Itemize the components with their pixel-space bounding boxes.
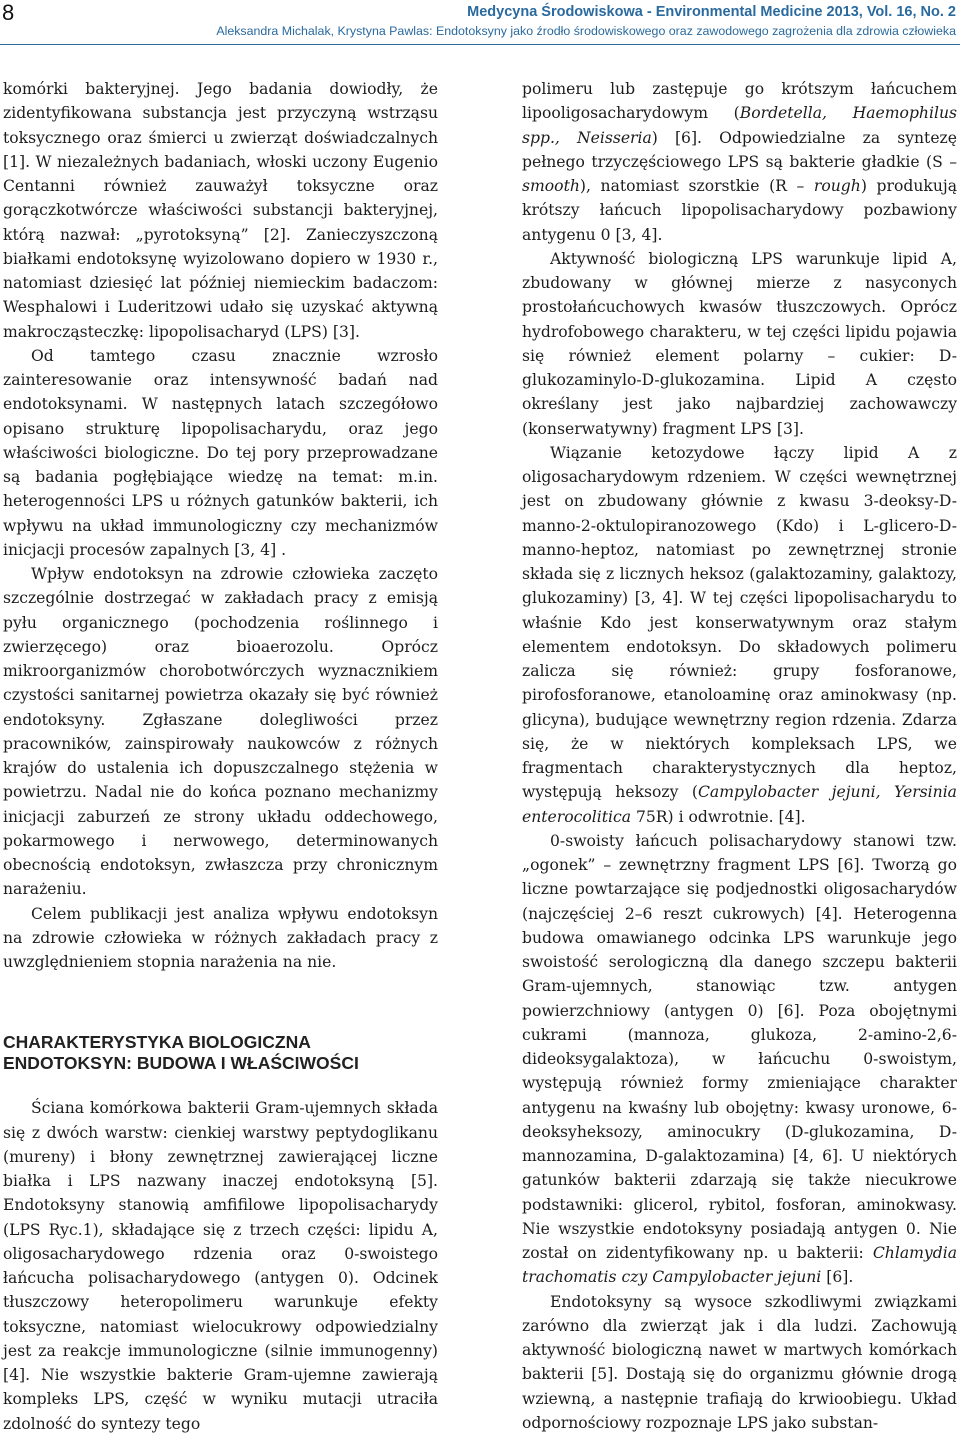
header-rule (0, 44, 960, 45)
italic-taxa: Bordetella, Haemophilus spp., Neisseria (522, 104, 957, 147)
running-head-authors: Aleksandra Michalak, Krystyna Pawlas: Endotoksyny jako źrodło środowiskowego oraz zawodowego zagrożenia dla zdrowia człowieka (216, 24, 956, 38)
paragraph (522, 441, 957, 829)
text-run: polimeru lub zastępuje go krótszym łańcuchem lipooligosacharydowym ( (522, 80, 957, 123)
paragraph (522, 77, 957, 247)
text-run: ), natomiast szorstkie (R – (579, 177, 814, 195)
text-run: 75R) i odwrotnie. [4]. (631, 807, 806, 826)
paragraph: Ściana komórkowa bakterii Gram-ujemnych składa się z dwóch warstw: cienkiej warstwy peptydoglikanu (mureny) i błony zewnętrznej zawierającej liczne białka i LPS nazwany inaczej endotoksyną [5]. Endotoksyny stanowią amfifilowe lipopolisacharydy (LPS Ryc.1), składające się z trzech części: lipidu A, oligosacharydowego rdzenia oraz 0-swoistego łańcucha polisacharydowego (antygen 0). Odcinek tłuszczowy heteropolimeru warunkuje efekty toksyczne, natomiast wielocukrowy odpowiedzialny jest za reakcje immunologiczne (silnie immunogenny) [4]. Nie wszystkie bakterie Gram-ujemne zawierają kompleks LPS, część w wyniku mutacji utraciła zdolność do syntezy tego (3, 1099, 438, 1433)
section-heading: CHARAKTERYSTYKA BIOLOGICZNA ENDOTOKSYN: BUDOWA I WŁAŚCIWOŚCI (3, 1032, 359, 1074)
text-run: Wiązanie ketozydowe łączy lipid A z oligosacharydowym rdzeniem. W części wewnętrznej jest on zbudowany głównie z kwasu 3-deoksy-D-manno-2-oktulopiranozowego (Kdo) i L-glicero-D-manno-heptoz, natomiast po zewnętrznej stronie składa się z licznych heksoz (galaktozaminy, galaktozy, glukozaminy) [3, 4]. W tej części lipopolisacharydu to właśnie Kdo jest konserwatywnym oraz stałym elementem endotoksyn. Do składowych polimeru zalicza się również: grupy fosforanowe, pirofosforanowe, etanoloaminę oraz aminokwasy (np. glicyna), budujące wewnętrzny region rdzenia. Zdarza się, że w niektórych kompleksach LPS, we fragmentach charakterystycznych dla heptoz, występują heksozy ( (522, 443, 957, 802)
italic-term: smooth (522, 177, 580, 195)
text-run: 0-swoisty łańcuch polisacharydowy stanowi tzw. „ogonek” – zewnętrzny fragment LPS [6]. Tworzą go liczne powtarzające się podjednostki oligosacharydów (najczęściej 2–6 reszt cukrowych) [4]. Heterogenna budowa omawianego odcinka LPS warunkuje jego swoistość serologiczną dla danego szczepu bakterii Gram-ujemnych, stanowiąc tzw. antygen powierzchniowy (antygen 0) [6]. Poza obojętnymi cukrami (mannoza, glukoza, 2-amino-2,6-dideoksygalaktoza), w łańcuchu 0-swoistym, występują również formy zmieniające charakter antygenu na kwaśny lub obojętny: kwasy uronowe, 6-deoksyheksozy, aminocukry (D-glukozamina, D-mannozamina, D-galaktozamina) [4, 6]. U niektórych gatunków bakterii zdarzają się także niecukrowe podstawniki: glicerol, rybitol, fosforan, aminokwasy. Nie wszystkie endotoksyny posiadają antygen 0. Nie został on zidentyfikowany np. u bakterii: (522, 831, 957, 1262)
paragraph (522, 829, 957, 1290)
left-column (3, 77, 438, 1436)
journal-title: Medycyna Środowiskowa - Environmental Medicine 2013, Vol. 16, No. 2 (467, 4, 956, 20)
paragraph: Od tamtego czasu znacznie wzrosło zainteresowanie oraz intensywność badań nad endotoksynami. W następnych latach szczegółowo opisano strukturę lipopolisacharydu, oraz jego właściwości biologiczne. Do tej pory przeprowadzane są badania pogłębiające wiedzę na temat: m.in. heterogenności LPS u różnych gatunków bakterii, ich wpływu na układ immunologiczny czy mechanizmów inicjacji procesów zapalnych [3, 4] . (3, 346, 438, 559)
right-column (522, 77, 957, 1435)
paragraph: Endotoksyny są wysoce szkodliwymi związkami zarówno dla zwierząt jak i dla ludzi. Zachowują aktywność biologiczną nawet w martwych komórkach bakterii [5]. Dostają się do organizmu głównie drogą wziewną, a następnie trafiają do krwioobiegu. Układ odpornościowy rozpoznaje LPS jako substan- (522, 1292, 957, 1432)
paragraph: komórki bakteryjnej. Jego badania dowiodły, że zidentyfikowana substancja jest przyczyną wstrząsu toksycznego oraz śmierci u zwierząt doświadczalnych [1]. W niezależnych badaniach, włoski uczony Eugenio Centanni również zauważył toksyczne oraz gorączkotwórcze właściwości substancji bakteryjnej, którą nazwał: „pyrotoksyną” [2]. Zanieczyszczoną białkami endotoksynę wyizolowano dopiero w 1930 r., natomiast dziesięć lat później niemieckim badaczom: Wesphalowi i Luderitzowi udało się uzyskać aktywną makrocząsteczkę: lipopolisacharyd (LPS) [3]. (3, 80, 438, 341)
paragraph: Aktywność biologiczną LPS warunkuje lipid A, zbudowany w głównej mierze z nasyconych prostołańcuchowych kwasów tłuszczowych. Oprócz hydrofobowego charakteru, w tej części lipidu pojawia się również element polarny – cukier: D-glukozaminylo-D-glukozamina. Lipid A często określany jest jako najbardziej zachowawczy (konserwatywny) fragment LPS [3]. (522, 249, 957, 438)
page-header (0, 0, 960, 60)
italic-taxa: Chlamydia trachomatis czy Campylobacter jejuni (522, 1244, 957, 1287)
paragraph: Celem publikacji jest analiza wpływu endotoksyn na zdrowie człowieka w różnych zakładach pracy z uwzględnieniem stopnia narażenia na nie. (3, 904, 438, 971)
text-run: ) produkują krótszy łańcuch lipopolisacharydowy pozbawiony antygenu 0 [3, 4]. (522, 177, 958, 244)
page-number: 8 (2, 0, 15, 25)
text-run: [6]. (821, 1268, 854, 1287)
italic-term: rough (813, 177, 861, 195)
text-run: ) [6]. Odpowiedzialne za syntezę pełnego trzyczęściowego LPS są bakterie gładkie (S – (522, 128, 957, 171)
paragraph: Wpływ endotoksyn na zdrowie człowieka zaczęto szczególnie dostrzegać w zakładach pracy z emisją pyłu organicznego (pochodzenia roślinnego i zwierzęcego) oraz bioaerozolu. Oprócz mikroorganizmów chorobotwórczych wyznacznikiem czystości sanitarnej powietrza okazały się być również endotoksyny. Zgłaszane dolegliwości przez pracowników, zainspirowały naukowców z różnych krajów do ustalenia ich dopuszczalnego stężenia w powietrzu. Nadal nie do końca poznano mechanizmy inicjacji zaburzeń ze strony układu oddechowego, pokarmowego i nerwowego, determinowanych obecnością endotoksyn, zwłaszcza przy chronicznym narażeniu. (3, 565, 438, 899)
italic-taxa: Campylobacter jejuni, Yersinia enterocolitica (522, 783, 957, 826)
